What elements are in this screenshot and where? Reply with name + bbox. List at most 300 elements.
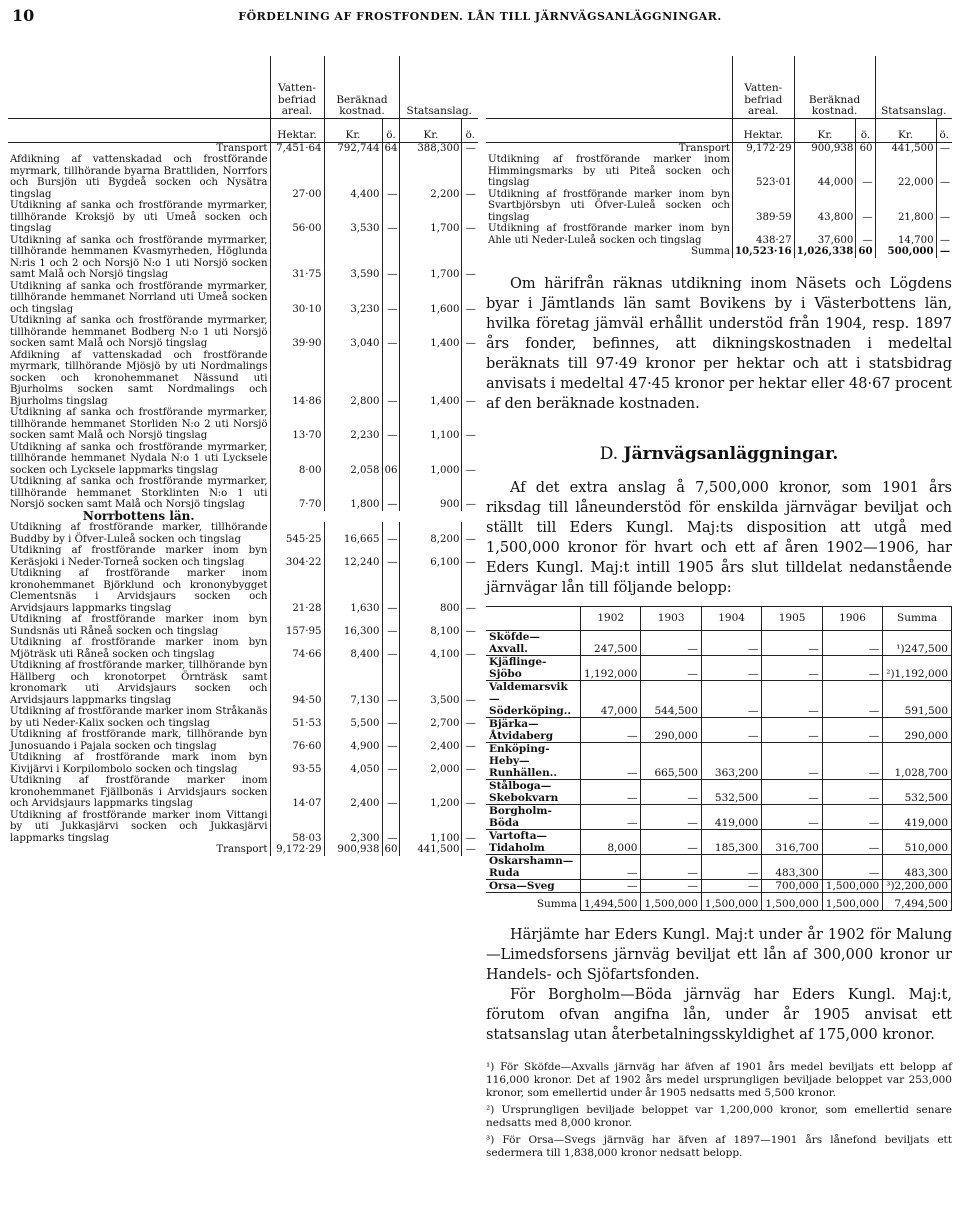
year-header: 1904 bbox=[701, 606, 761, 630]
table-row bbox=[486, 223, 952, 246]
table-row bbox=[8, 775, 478, 810]
railway-year-amount: — bbox=[580, 742, 640, 779]
grant-kronor: 800 bbox=[400, 568, 462, 614]
unit-ore: ö. bbox=[382, 118, 400, 142]
railway-year-amount: — bbox=[701, 680, 761, 717]
railway-loan-table bbox=[486, 606, 952, 911]
table-row bbox=[8, 407, 478, 442]
summa-amount: 1,500,000 bbox=[762, 892, 822, 910]
railway-year-amount: 290,000 bbox=[641, 717, 701, 742]
railway-name: Kjäflinge-Sjöbo bbox=[486, 655, 580, 680]
grant-kronor: 3,500 bbox=[400, 660, 462, 706]
grant-ore: — bbox=[936, 246, 952, 258]
grant-ore: — bbox=[462, 844, 478, 856]
cost-ore: — bbox=[382, 200, 400, 235]
row-description: Utdikning af frostförande marker inom byn Sundsnäs uti Råneå socken och tingslag bbox=[10, 614, 268, 637]
cost-ore: — bbox=[382, 545, 400, 568]
page-header bbox=[12, 6, 948, 26]
grant-kronor: 8,100 bbox=[400, 614, 462, 637]
table-row bbox=[8, 706, 478, 729]
table-row bbox=[8, 476, 478, 511]
railway-year-amount: 8,000 bbox=[580, 829, 640, 854]
railway-total: 532,500 bbox=[883, 779, 952, 804]
col-header-area: Vatten-befriad areal. bbox=[270, 56, 324, 118]
footnote-2: ²) Ursprungligen beviljade beloppet var 1,200,000 kronor, som emellertid senare nedsatts med 8,000 kronor. bbox=[486, 1103, 952, 1129]
cost-kronor: 43,800 bbox=[794, 189, 856, 224]
railway-year-amount: — bbox=[641, 804, 701, 829]
grant-ore: — bbox=[462, 545, 478, 568]
railway-name: Stålboga—Skebokvarn bbox=[486, 779, 580, 804]
cost-ore: — bbox=[382, 154, 400, 200]
railway-year-amount: — bbox=[641, 829, 701, 854]
cost-ore: — bbox=[856, 154, 875, 189]
running-title: FÖRDELNING AF FROSTFONDEN. LÅN TILL JÄRNVÄGSANLÄGGNINGAR. bbox=[238, 10, 722, 23]
grant-kronor: 1,700 bbox=[400, 200, 462, 235]
table-row bbox=[8, 568, 478, 614]
grant-ore: — bbox=[462, 235, 478, 281]
year-header: 1902 bbox=[580, 606, 640, 630]
table-row bbox=[8, 810, 478, 845]
railway-year-amount: — bbox=[641, 879, 701, 892]
grant-ore: — bbox=[462, 706, 478, 729]
summa-amount: 7,494,500 bbox=[883, 892, 952, 910]
county-heading-row bbox=[8, 511, 478, 523]
railway-year-amount: 185,300 bbox=[701, 829, 761, 854]
grant-ore: — bbox=[462, 142, 478, 154]
cost-kronor: 1,800 bbox=[324, 476, 382, 511]
grant-kronor: 1,700 bbox=[400, 235, 462, 281]
grant-kronor: 22,000 bbox=[875, 154, 936, 189]
railway-name: Orsa—Sveg bbox=[486, 879, 580, 892]
grant-kronor: 4,100 bbox=[400, 637, 462, 660]
railway-row bbox=[486, 879, 952, 892]
railway-total: 510,000 bbox=[883, 829, 952, 854]
grant-ore: — bbox=[936, 189, 952, 224]
section-letter: D. bbox=[599, 443, 619, 464]
unit-ore: ö. bbox=[462, 118, 478, 142]
cost-kronor: 2,400 bbox=[324, 775, 382, 810]
cost-kronor: 16,300 bbox=[324, 614, 382, 637]
railway-year-amount: 532,500 bbox=[701, 779, 761, 804]
row-description: Utdikning af frostförande marker inom kronohemmanet Fjällbonäs i Arvidsjaurs socken och Arvidsjaurs lappmarks tingslag bbox=[10, 775, 268, 809]
unit-ore: ö. bbox=[856, 118, 875, 142]
grant-ore: — bbox=[462, 476, 478, 511]
table-row bbox=[8, 729, 478, 752]
left-table bbox=[8, 56, 478, 856]
grant-ore: — bbox=[936, 223, 952, 246]
grant-ore: — bbox=[462, 810, 478, 845]
row-description: Afdikning af vattenskadad och frostförande myrmark, tillhörande Mjösjö by uti Nordmalings socken och kronohemmanet Nässund uti Bjurholms socken samt Nordmalings och Bjurholms tingslag bbox=[10, 349, 268, 407]
grant-kronor: 1,000 bbox=[400, 442, 462, 477]
grant-kronor: 900 bbox=[400, 476, 462, 511]
footnote-1: ¹) För Sköfde—Axvalls järnväg har äfven af 1901 års medel beviljats ett belopp af 116,000 kronor. Det af 1902 års medel ursprungligen beviljade beloppet var 253,000 kronor, som emellertid under år 1905 nedsatts med 5,500 kronor. bbox=[486, 1060, 952, 1099]
unit-hektar: Hektar. bbox=[270, 118, 324, 142]
cost-kronor: 900,938 bbox=[324, 844, 382, 856]
grant-kronor: 441,500 bbox=[400, 844, 462, 856]
row-description: Utdikning af frostförande marker, tillhörande Buddby by i Öfver-Luleå socken och tingslag bbox=[10, 522, 268, 545]
grant-kronor: 2,700 bbox=[400, 706, 462, 729]
table-row bbox=[8, 315, 478, 350]
railway-year-amount: — bbox=[701, 854, 761, 879]
paragraph-malung-loan: Härjämte har Eders Kungl. Maj:t under år 1902 för Malung—Limedsforsens järnväg beviljat ett lån af 300,000 kronor ur Handels- och Sjöfartsfonden. bbox=[486, 926, 952, 983]
grant-kronor: 1,200 bbox=[400, 775, 462, 810]
railway-row bbox=[486, 779, 952, 804]
grant-ore: — bbox=[936, 154, 952, 189]
area-value: 76·60 bbox=[270, 729, 324, 752]
railway-total: ¹)247,500 bbox=[883, 630, 952, 655]
grant-kronor: 500,000 bbox=[875, 246, 936, 258]
table-row bbox=[486, 154, 952, 189]
row-description: Utdikning af frostförande marker inom byn Mjöträsk uti Råneå socken och tingslag bbox=[10, 637, 268, 660]
summa-row bbox=[486, 246, 952, 258]
railway-year-amount: — bbox=[822, 804, 882, 829]
cost-kronor: 4,050 bbox=[324, 752, 382, 775]
grant-ore: — bbox=[462, 200, 478, 235]
row-description: Utdikning af frostförande marker inom Vittangi by uti Jukkasjärvi socken och Jukkasjärvi lappmarks tingslag bbox=[10, 809, 268, 844]
railway-name: Bjärka—Åtvidaberg bbox=[486, 717, 580, 742]
paragraph-drainage-summary: Om härifrån räknas utdikning inom Näsets och Lögdens byar i Jämtlands län samt Bovikens by i Västerbottens län, hvilka företag jämväl erhållit understöd från 1904, resp. 1897 års fonder, befinnes, att dikningskostnaden i medeltal beräknats till 97·49 kronor per hektar och att i statsbidrag anvisats i medeltal 47·45 kronor per hektar eller 48·67 procent af den beräknade kostnaden. bbox=[486, 275, 952, 412]
row-description: Utdikning af frostförande marker inom Himmingsmarks by uti Piteå socken och tingslag bbox=[488, 154, 730, 188]
table-row bbox=[8, 660, 478, 706]
cost-ore: — bbox=[382, 235, 400, 281]
railway-year-amount: — bbox=[762, 804, 822, 829]
area-value: 545·25 bbox=[270, 522, 324, 545]
table-row bbox=[8, 442, 478, 477]
right-table bbox=[486, 56, 952, 258]
railway-year-amount: — bbox=[822, 680, 882, 717]
area-value: 7·70 bbox=[270, 476, 324, 511]
railway-name: Borgholm-Böda bbox=[486, 804, 580, 829]
area-value: 438·27 bbox=[732, 223, 794, 246]
cost-kronor: 1,630 bbox=[324, 568, 382, 614]
grant-kronor: 1,400 bbox=[400, 315, 462, 350]
cost-kronor: 8,400 bbox=[324, 637, 382, 660]
grant-kronor: 14,700 bbox=[875, 223, 936, 246]
row-description: Utdikning af sanka och frostförande myrmarker, tillhörande hemmanet Bodberg N:o 1 uti Norsjö socken samt Malå och Norsjö tingslag bbox=[10, 315, 268, 349]
railway-table-header bbox=[486, 606, 952, 630]
summa-header: Summa bbox=[883, 606, 952, 630]
area-value: 30·10 bbox=[270, 281, 324, 316]
cost-kronor: 1,026,338 bbox=[794, 246, 856, 258]
table-row bbox=[8, 350, 478, 408]
table-row bbox=[8, 637, 478, 660]
summa-label: Summa bbox=[486, 892, 580, 910]
right-column bbox=[486, 56, 952, 1160]
cost-ore: — bbox=[382, 315, 400, 350]
area-value: 21·28 bbox=[270, 568, 324, 614]
grant-kronor: 1,400 bbox=[400, 350, 462, 408]
grant-kronor: 2,200 bbox=[400, 154, 462, 200]
footnotes bbox=[486, 1061, 952, 1160]
area-value: 39·90 bbox=[270, 315, 324, 350]
railway-year-amount: 419,000 bbox=[701, 804, 761, 829]
area-value: 304·22 bbox=[270, 545, 324, 568]
unit-kr: Kr. bbox=[400, 118, 462, 142]
transport-row bbox=[8, 142, 478, 154]
row-description: Utdikning af sanka och frostförande myrmarker, tillhörande hemmanet Storliden N:o 2 uti Norsjö socken samt Malå och Norsjö tingslag bbox=[10, 407, 268, 441]
railway-row bbox=[486, 854, 952, 879]
row-description: Utdikning af sanka och frostförande myrmarker, tillhörande Kroksjö by uti Umeå socken och tingslag bbox=[10, 200, 268, 234]
row-description: Utdikning af frostförande marker inom kronohemmanet Björklund och krononybygget Clementsnäs i Arvidsjaurs socken och Arvidsjaurs lappmarks tingslag bbox=[10, 568, 268, 614]
grant-kronor: 6,100 bbox=[400, 545, 462, 568]
unit-kr: Kr. bbox=[794, 118, 856, 142]
railway-row bbox=[486, 804, 952, 829]
grant-kronor: 1,100 bbox=[400, 407, 462, 442]
cost-kronor: 3,230 bbox=[324, 281, 382, 316]
railway-year-amount: 665,500 bbox=[641, 742, 701, 779]
table-row bbox=[8, 752, 478, 775]
grant-ore: — bbox=[462, 315, 478, 350]
railway-name: Valdemarsvik—Söderköping.. bbox=[486, 680, 580, 717]
railway-row bbox=[486, 655, 952, 680]
cost-ore: — bbox=[382, 614, 400, 637]
row-description: Utdikning af sanka och frostförande myrmarker, tillhörande hemmanet Norrland uti Umeå socken och tingslag bbox=[10, 280, 268, 315]
table-row bbox=[8, 545, 478, 568]
railway-year-amount: — bbox=[822, 829, 882, 854]
unit-ore: ö. bbox=[936, 118, 952, 142]
area-value: 51·53 bbox=[270, 706, 324, 729]
area-value: 58·03 bbox=[270, 810, 324, 845]
cost-kronor: 12,240 bbox=[324, 545, 382, 568]
area-value: 13·70 bbox=[270, 407, 324, 442]
railway-year-amount: 544,500 bbox=[641, 680, 701, 717]
cost-kronor: 16,665 bbox=[324, 522, 382, 545]
cost-kronor: 3,590 bbox=[324, 235, 382, 281]
cost-ore: — bbox=[382, 752, 400, 775]
area-value: 94·50 bbox=[270, 660, 324, 706]
col-header-cost: Beräknad kostnad. bbox=[794, 56, 875, 118]
table-row bbox=[486, 189, 952, 224]
railway-row bbox=[486, 717, 952, 742]
cost-ore: — bbox=[382, 522, 400, 545]
railway-year-amount: — bbox=[701, 630, 761, 655]
railway-year-amount: — bbox=[822, 717, 882, 742]
grant-ore: — bbox=[462, 752, 478, 775]
railway-row bbox=[486, 680, 952, 717]
summa-amount: 1,500,000 bbox=[641, 892, 701, 910]
year-header: 1906 bbox=[822, 606, 882, 630]
railway-year-amount: — bbox=[701, 879, 761, 892]
cost-kronor: 900,938 bbox=[794, 142, 856, 154]
cost-ore: 60 bbox=[856, 142, 875, 154]
railway-total: ³)2,200,000 bbox=[883, 879, 952, 892]
grant-kronor: 1,600 bbox=[400, 281, 462, 316]
railway-year-amount: — bbox=[762, 717, 822, 742]
cost-ore: 60 bbox=[856, 246, 875, 258]
cost-kronor: 3,040 bbox=[324, 315, 382, 350]
area-value: 389·59 bbox=[732, 189, 794, 224]
row-description: Utdikning af frostförande mark, tillhörande byn Junosuando i Pajala socken och tingslag bbox=[10, 729, 268, 752]
summa-amount: 1,500,000 bbox=[701, 892, 761, 910]
railway-total: 1,028,700 bbox=[883, 742, 952, 779]
row-description: Afdikning af vattenskadad och frostförande myrmark, tillhörande byarna Brattliden, Norrfors och Bursjön uti Bygdeå socken och Nysätra tingslag bbox=[10, 154, 268, 200]
row-description: Utdikning af sanka och frostförande myrmarker, tillhörande hemmanet Storklinten N:o 1 uti Norsjö socken samt Malå och Norsjö tingslag bbox=[10, 476, 268, 510]
cost-ore: — bbox=[382, 660, 400, 706]
cost-ore: — bbox=[382, 350, 400, 408]
cost-ore: — bbox=[382, 706, 400, 729]
grant-ore: — bbox=[462, 614, 478, 637]
railway-year-amount: 483,300 bbox=[762, 854, 822, 879]
summa-amount: 1,500,000 bbox=[822, 892, 882, 910]
row-description: Utdikning af sanka och frostförande myrmarker, tillhörande hemmanet Nydala N:o 1 uti Lycksele socken och Lycksele lappmarks tingslag bbox=[10, 441, 268, 476]
railway-total: 419,000 bbox=[883, 804, 952, 829]
grant-ore: — bbox=[936, 142, 952, 154]
paragraph-borgholm-grant: För Borgholm—Böda järnväg har Eders Kungl. Maj:t, förutom ofvan angifna lån, under år 1905 anvisat ett statsanslag utan återbetalningsskyldighet af 175,000 kronor. bbox=[486, 986, 952, 1043]
row-description: Utdikning af frostförande mark inom byn Kivijärvi i Korpilombolo socken och tingslag bbox=[10, 752, 268, 775]
railway-year-amount: 700,000 bbox=[762, 879, 822, 892]
grant-ore: — bbox=[462, 775, 478, 810]
grant-kronor: 2,400 bbox=[400, 729, 462, 752]
area-value: 157·95 bbox=[270, 614, 324, 637]
section-heading bbox=[486, 444, 952, 464]
grant-ore: — bbox=[462, 154, 478, 200]
transport-row bbox=[486, 142, 952, 154]
railway-year-amount: — bbox=[822, 779, 882, 804]
area-value: 9,172·29 bbox=[270, 844, 324, 856]
footnote-3: ³) För Orsa—Svegs järnväg har äfven af 1897—1901 års lånefond beviljats ett sedermera till 1,838,000 kronor nedsatt belopp. bbox=[486, 1133, 952, 1159]
cost-kronor: 2,800 bbox=[324, 350, 382, 408]
row-description: Transport bbox=[216, 142, 268, 154]
grant-ore: — bbox=[462, 350, 478, 408]
cost-kronor: 2,230 bbox=[324, 407, 382, 442]
railway-year-amount: — bbox=[580, 879, 640, 892]
row-description: Utdikning af frostförande marker, tillhörande byn Hällberg och kronotorpet Örnträsk samt kronomark uti Arvidsjaurs socken och Arvidsjaurs lappmarks tingslag bbox=[10, 660, 268, 706]
railway-year-amount: — bbox=[762, 742, 822, 779]
row-description: Utdikning af frostförande marker inom byn Svartbjörsbyn uti Öfver-Luleå socken och tingslag bbox=[488, 188, 730, 223]
table-row bbox=[8, 200, 478, 235]
row-description: Utdikning af frostförande marker inom byn Keräsjoki i Neder-Torneå socken och tingslag bbox=[10, 545, 268, 568]
unit-kr: Kr. bbox=[324, 118, 382, 142]
cost-ore: 06 bbox=[382, 442, 400, 477]
railway-year-amount: — bbox=[641, 854, 701, 879]
county-heading: Norrbottens län. bbox=[82, 508, 195, 523]
year-header: 1903 bbox=[641, 606, 701, 630]
cost-ore: — bbox=[382, 729, 400, 752]
area-value: 523·01 bbox=[732, 154, 794, 189]
cost-kronor: 3,530 bbox=[324, 200, 382, 235]
railway-year-amount: — bbox=[822, 630, 882, 655]
cost-kronor: 2,058 bbox=[324, 442, 382, 477]
cost-kronor: 2,300 bbox=[324, 810, 382, 845]
cost-ore: — bbox=[382, 568, 400, 614]
railway-year-amount: — bbox=[641, 655, 701, 680]
railway-year-amount: 1,500,000 bbox=[822, 879, 882, 892]
grant-ore: — bbox=[462, 281, 478, 316]
grant-ore: — bbox=[462, 442, 478, 477]
row-description: Utdikning af frostförande marker inom Stråkanäs by uti Neder-Kalix socken och tingslag bbox=[10, 706, 268, 729]
railway-name: Oskarshamn—Ruda bbox=[486, 854, 580, 879]
railway-year-amount: — bbox=[762, 655, 822, 680]
railway-total: 591,500 bbox=[883, 680, 952, 717]
cost-ore: 64 bbox=[382, 142, 400, 154]
grant-ore: — bbox=[462, 568, 478, 614]
unit-hektar: Hektar. bbox=[732, 118, 794, 142]
cost-kronor: 5,500 bbox=[324, 706, 382, 729]
area-value: 10,523·16 bbox=[732, 246, 794, 258]
grant-ore: — bbox=[462, 407, 478, 442]
railway-year-amount: 47,000 bbox=[580, 680, 640, 717]
railway-year-amount: — bbox=[580, 779, 640, 804]
railway-row bbox=[486, 742, 952, 779]
cost-ore: — bbox=[856, 223, 875, 246]
railway-year-amount: — bbox=[580, 804, 640, 829]
railway-name: Enköping-Heby—Runhällen.. bbox=[486, 742, 580, 779]
railway-total: 483,300 bbox=[883, 854, 952, 879]
railway-year-amount: — bbox=[762, 630, 822, 655]
row-description: Transport bbox=[216, 844, 268, 855]
railway-year-amount: — bbox=[822, 854, 882, 879]
row-description: Summa bbox=[690, 246, 730, 257]
row-description: Utdikning af sanka och frostförande myrmarker, tillhörande hemmanen Kvasmyrheden, Höglunda N:ris 1 och 2 och Norsjö N:o 1 uti Norsjö socken samt Malå och Norsjö tingslag bbox=[10, 234, 268, 280]
railway-total: ²)1,192,000 bbox=[883, 655, 952, 680]
cost-ore: — bbox=[856, 189, 875, 224]
row-description: Transport bbox=[678, 142, 730, 154]
railway-year-amount: — bbox=[580, 717, 640, 742]
unit-kr: Kr. bbox=[875, 118, 936, 142]
cost-kronor: 4,400 bbox=[324, 154, 382, 200]
col-header-grant: Statsanslag. bbox=[400, 56, 478, 118]
cost-ore: — bbox=[382, 775, 400, 810]
summa-amount: 1,494,500 bbox=[580, 892, 640, 910]
railway-row bbox=[486, 630, 952, 655]
cost-kronor: 37,600 bbox=[794, 223, 856, 246]
railway-year-amount: — bbox=[701, 717, 761, 742]
table-row bbox=[8, 614, 478, 637]
railway-total: 290,000 bbox=[883, 717, 952, 742]
col-header-area: Vatten-befriad areal. bbox=[732, 56, 794, 118]
railway-year-amount: — bbox=[822, 655, 882, 680]
grant-ore: — bbox=[462, 522, 478, 545]
grant-kronor: 21,800 bbox=[875, 189, 936, 224]
transport-row bbox=[8, 844, 478, 856]
grant-kronor: 388,300 bbox=[400, 142, 462, 154]
row-description: Utdikning af frostförande marker inom byn Ahle uti Neder-Luleå socken och tingslag bbox=[488, 223, 730, 246]
railway-year-amount: — bbox=[822, 742, 882, 779]
table-row bbox=[8, 154, 478, 200]
area-value: 7,451·64 bbox=[270, 142, 324, 154]
railway-year-amount: — bbox=[762, 680, 822, 717]
page-number: 10 bbox=[12, 6, 35, 25]
railway-year-amount: 316,700 bbox=[762, 829, 822, 854]
railway-year-amount: 363,200 bbox=[701, 742, 761, 779]
grant-kronor: 441,500 bbox=[875, 142, 936, 154]
cost-ore: — bbox=[382, 637, 400, 660]
area-value: 14·86 bbox=[270, 350, 324, 408]
cost-ore: — bbox=[382, 281, 400, 316]
left-column bbox=[8, 56, 478, 1206]
grant-ore: — bbox=[462, 729, 478, 752]
railway-year-amount: — bbox=[762, 779, 822, 804]
railway-year-amount: — bbox=[580, 854, 640, 879]
col-header-grant: Statsanslag. bbox=[875, 56, 952, 118]
grant-kronor: 1,100 bbox=[400, 810, 462, 845]
area-value: 56·00 bbox=[270, 200, 324, 235]
area-value: 31·75 bbox=[270, 235, 324, 281]
railway-row bbox=[486, 829, 952, 854]
area-value: 74·66 bbox=[270, 637, 324, 660]
area-value: 93·55 bbox=[270, 752, 324, 775]
cost-ore: 60 bbox=[382, 844, 400, 856]
paragraph-railway-loans: Af det extra anslag å 7,500,000 kronor, som 1901 års riksdag till låneunderstöd för enskilda järnvägar beviljat och ställt till Eders Kungl. Maj:ts disposition att utgå med 1,500,000 kronor för hvart och ett af åren 1902—1906, har Eders Kungl. Maj:t intill 1905 års slut tilldelat nedanstående järnvägar lån till följande belopp: bbox=[486, 479, 952, 596]
grant-ore: — bbox=[462, 660, 478, 706]
area-value: 9,172·29 bbox=[732, 142, 794, 154]
col-header-cost: Beräknad kostnad. bbox=[324, 56, 400, 118]
year-header: 1905 bbox=[762, 606, 822, 630]
empty-cell bbox=[270, 511, 478, 523]
table-row bbox=[8, 235, 478, 281]
table-row bbox=[8, 522, 478, 545]
railway-year-amount: 247,500 bbox=[580, 630, 640, 655]
